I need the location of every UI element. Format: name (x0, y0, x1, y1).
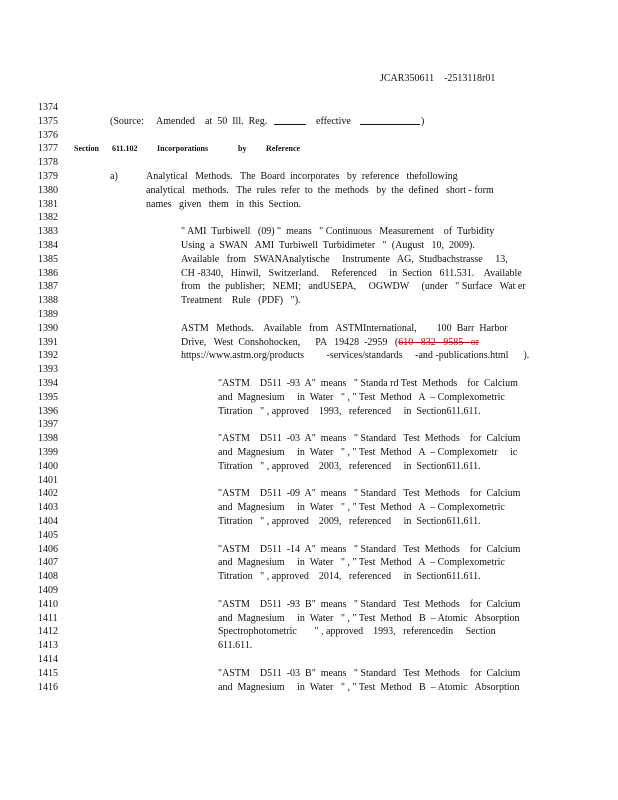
document-line (0, 211, 618, 224)
line-number: 1386 (38, 267, 58, 279)
line-number: 1383 (38, 226, 58, 238)
section-title: Incorporations (157, 144, 209, 154)
document-line (0, 225, 618, 238)
document-line (0, 115, 618, 128)
effective-date-blank (360, 115, 420, 129)
document-line (0, 391, 618, 404)
source-reference: at 50 Ill. Reg. (205, 115, 268, 127)
line-text: Treatment Rule (PDF) "). (181, 295, 301, 307)
line-text: "ASTM D511 -93 B" means " Standard Test Methods for Calcium (218, 598, 521, 610)
document-line (0, 405, 618, 418)
line-text: Spectrophotometric " , approved 1993, referencedin Section (218, 626, 496, 638)
section-title-by: by (238, 144, 247, 154)
line-number: 1392 (38, 350, 58, 362)
document-line (0, 556, 618, 569)
line-number: 1407 (38, 557, 58, 569)
document-line (0, 543, 618, 556)
document-line (0, 349, 618, 362)
line-number: 1393 (38, 364, 58, 376)
document-line (0, 487, 618, 500)
line-number: 1403 (38, 502, 58, 514)
document-line (0, 101, 618, 114)
source-close: ) (421, 115, 425, 127)
document-line (0, 612, 618, 625)
document-line (0, 156, 618, 169)
line-text: " AMI Turbiwell (09) " means " Continuous Measurement of Turbidity (181, 226, 495, 238)
line-number: 1385 (38, 253, 58, 265)
line-text: "ASTM D511 -03 A" means " Standard Test Methods for Calcium (218, 433, 521, 445)
line-number: 1405 (38, 529, 58, 541)
line-text: "ASTM D511 -03 B" means " Standard Test Methods for Calcium (218, 667, 521, 679)
line-number: 1413 (38, 640, 58, 652)
line-number: 1376 (38, 129, 58, 141)
document-line (0, 170, 618, 183)
document-line (0, 418, 618, 431)
document-line (0, 142, 618, 155)
document-line (0, 446, 618, 459)
line-text: 611.611. (218, 640, 253, 652)
line-number: 1412 (38, 626, 58, 638)
line-text: and Magnesium in Water " , " Test Method B – Atomic Absorption (218, 681, 520, 693)
line-text: analytical methods. The rules refer to the methods by the defined short - form (146, 184, 494, 196)
document-line (0, 322, 618, 335)
line-text: and Magnesium in Water " , " Test Method A – Complexometr ic (218, 447, 518, 458)
document-line (0, 267, 618, 280)
document-line (0, 667, 618, 680)
line-number: 1398 (38, 433, 58, 445)
paragraph-label: a) (110, 171, 118, 182)
line-number: 1387 (38, 281, 58, 293)
line-text: and Magnesium in Water " , " Test Method A – Complexometric (218, 502, 505, 514)
line-number: 1401 (38, 474, 58, 486)
line-number: 1397 (38, 419, 58, 431)
line-text: Titration " , approved 2009, referenced in Section611.611. (218, 516, 481, 527)
document-line (0, 515, 618, 528)
document-line (0, 501, 618, 514)
line-number: 1404 (38, 516, 58, 527)
document-line (0, 184, 618, 197)
line-number: 1382 (38, 212, 58, 224)
line-text: CH -8340, Hinwil, Switzerland. Referenced in Section 611.531. Available (181, 267, 522, 279)
document-line (0, 598, 618, 611)
line-number: 1410 (38, 598, 58, 610)
document-line (0, 363, 618, 376)
line-number: 1395 (38, 391, 58, 403)
document-line (0, 294, 618, 307)
section-number: 611.102 (112, 144, 138, 154)
line-number: 1400 (38, 460, 58, 472)
line-number: 1390 (38, 322, 58, 334)
line-text: and Magnesium in Water " , " Test Method A – Complexometric (218, 557, 505, 569)
document-line (0, 639, 618, 652)
line-number: 1379 (38, 171, 58, 182)
line-number: 1416 (38, 681, 58, 693)
document-code: JCAR350611 -2513118r01 (380, 73, 496, 84)
register-blank (274, 115, 306, 129)
document-line (0, 474, 618, 487)
document-line (0, 529, 618, 542)
section-title-reference: Reference (266, 144, 301, 154)
document-line (0, 253, 618, 266)
document-line (0, 653, 618, 666)
line-number: 1391 (38, 336, 58, 348)
line-number: 1384 (38, 240, 58, 251)
line-number: 1414 (38, 654, 58, 665)
line-text: from the publisher; NEMI; andUSEPA, OGWDW (under " Surface Wat er (181, 281, 526, 293)
document-line (0, 280, 618, 293)
document-line (0, 336, 618, 349)
line-number: 1408 (38, 571, 58, 583)
line-number: 1374 (38, 102, 58, 113)
document-line (0, 584, 618, 597)
document-line (0, 432, 618, 445)
document-line (0, 625, 618, 638)
line-text (181, 336, 479, 349)
line-number: 1389 (38, 309, 58, 320)
line-number: 1388 (38, 295, 58, 307)
line-text: "ASTM D511 -93 A" means " Standa rd Test Methods for Calcium (218, 378, 518, 389)
source-amended: Amended (156, 115, 195, 127)
line-number: 1375 (38, 115, 58, 127)
line-text: Titration " , approved 1993, referenced in Section611.611. (218, 405, 481, 417)
line-number: 1377 (38, 143, 58, 155)
section-label: Section (74, 144, 99, 154)
document-line (0, 570, 618, 583)
line-number: 1402 (38, 488, 58, 500)
line-number: 1409 (38, 585, 58, 596)
struck-phone-number: 610 832 9585 or (398, 336, 480, 348)
line-text: and Magnesium in Water " , " Test Method B – Atomic Absorption (218, 612, 520, 624)
document-line (0, 460, 618, 473)
document-line (0, 308, 618, 321)
line-text: Titration " , approved 2003, referenced in Section611.611. (218, 460, 481, 472)
line-text: https://www.astm.org/products -services/standards -and -publications.html ). (181, 350, 530, 362)
line-number: 1406 (38, 543, 58, 555)
line-number: 1411 (38, 612, 58, 624)
line-text: ASTM Methods. Available from ASTMInternational, 100 Barr Harbor (181, 322, 508, 334)
document-line (0, 681, 618, 694)
document-line (0, 239, 618, 252)
document-line (0, 377, 618, 390)
document-line (0, 198, 618, 211)
line-text: Available from SWANAnalytische Instrumente AG, Studbachstrasse 13, (181, 253, 508, 265)
document-line (0, 129, 618, 142)
line-text: and Magnesium in Water " , " Test Method A – Complexometric (218, 391, 505, 403)
line-text: names given them in this Section. (146, 198, 301, 210)
line-text: Analytical Methods. The Board incorporates by reference thefollowing (146, 171, 458, 182)
line-number: 1381 (38, 198, 58, 210)
line-text: "ASTM D511 -09 A" means " Standard Test Methods for Calcium (218, 488, 521, 500)
astm-address: Drive, West Conshohocken, PA 19428 -2959 ( (181, 336, 399, 348)
line-number: 1394 (38, 378, 58, 389)
source-effective: effective (316, 115, 351, 127)
line-text: Titration " , approved 2014, referenced in Section611.611. (218, 571, 481, 583)
source-open: (Source: (110, 115, 144, 127)
line-number: 1378 (38, 157, 58, 169)
line-number: 1380 (38, 184, 58, 196)
line-number: 1415 (38, 667, 58, 679)
line-number: 1396 (38, 405, 58, 417)
line-text: "ASTM D511 -14 A" means " Standard Test Methods for Calcium (218, 543, 521, 555)
line-text: Using a SWAN AMI Turbiwell Turbidimeter " (August 10, 2009). (181, 240, 475, 251)
line-number: 1399 (38, 447, 58, 458)
